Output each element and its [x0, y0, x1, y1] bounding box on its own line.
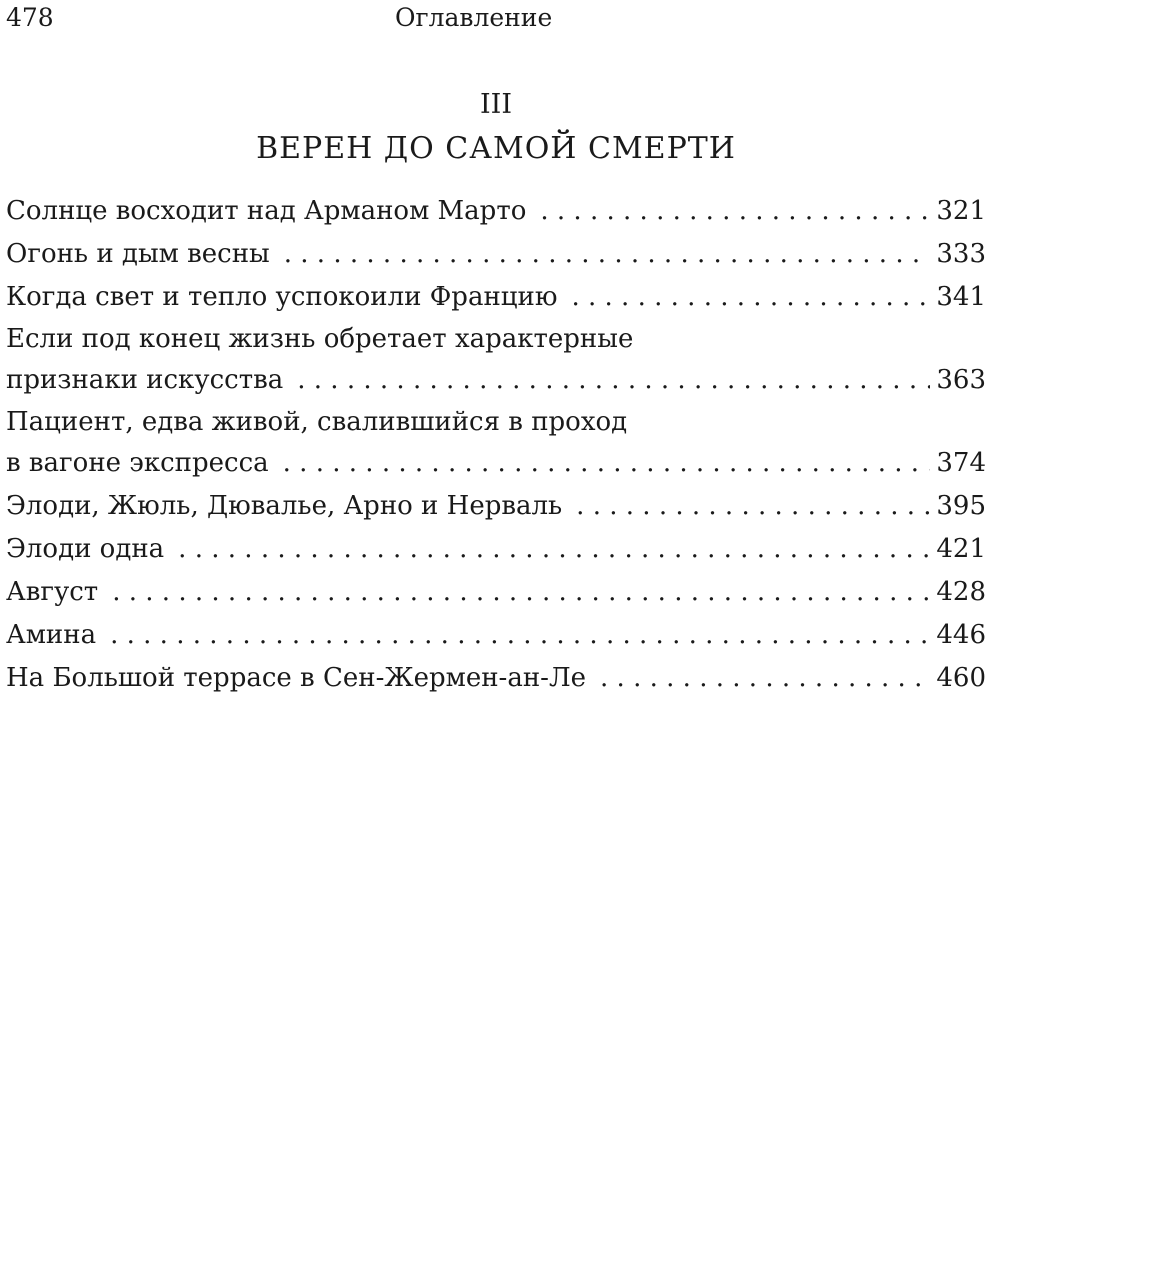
toc-entry-page: 395 — [936, 491, 986, 521]
page-header — [0, 0, 1154, 40]
toc-entry-title-line1: Если под конец жизнь обретает характерные — [6, 324, 634, 354]
toc-entry[interactable] — [6, 614, 986, 657]
toc-entry-title: Солнце восходит над Арманом Марто — [6, 196, 527, 226]
toc-entry-page: 460 — [936, 663, 986, 693]
dot-leader — [178, 528, 930, 571]
toc-entry-page: 446 — [936, 620, 986, 650]
toc-entry-title: Огонь и дым весны — [6, 239, 270, 269]
toc-entry[interactable] — [6, 571, 986, 614]
toc-entry-title: На Большой террасе в Сен-Жермен-ан-Ле — [6, 663, 587, 693]
toc-entry-page: 421 — [936, 534, 986, 564]
toc-entry-title: Когда свет и тепло успокоили Францию — [6, 282, 558, 312]
toc-entry-title: Элоди, Жюль, Дювалье, Арно и Нерваль — [6, 491, 563, 521]
toc-entry-page: 363 — [936, 365, 986, 395]
dot-leader — [112, 571, 930, 614]
dot-leader — [571, 276, 930, 319]
toc-entry-title: Август — [6, 577, 99, 607]
toc-entry-page: 428 — [936, 577, 986, 607]
toc-entry[interactable] — [6, 485, 986, 528]
toc-entry[interactable] — [6, 319, 986, 402]
section-title: ВЕРЕН ДО САМОЙ СМЕРТИ — [256, 131, 736, 166]
toc-entry-page: 341 — [936, 282, 986, 312]
section-numeral: III — [480, 89, 512, 120]
dot-leader — [540, 190, 930, 233]
dot-leader — [284, 233, 931, 276]
toc-entry[interactable] — [6, 657, 986, 700]
dot-leader — [576, 485, 930, 528]
table-of-contents — [6, 190, 986, 700]
toc-entry-title-line1: Пациент, едва живой, свалившийся в проход — [6, 407, 628, 437]
toc-entry-title: Элоди одна — [6, 534, 165, 564]
toc-entry[interactable] — [6, 402, 986, 485]
toc-entry-title-line2: признаки искусства — [6, 365, 284, 395]
dot-leader — [283, 442, 931, 485]
toc-entry-title: Амина — [6, 620, 97, 650]
toc-entry-page: 321 — [936, 196, 986, 226]
toc-entry-title-line2: в вагоне экспресса — [6, 448, 269, 478]
page-number: 478 — [6, 3, 54, 32]
toc-entry[interactable] — [6, 190, 986, 233]
toc-entry[interactable] — [6, 276, 986, 319]
dot-leader — [110, 614, 930, 657]
running-head: Оглавление — [395, 3, 553, 32]
dot-leader — [297, 359, 930, 402]
toc-entry[interactable] — [6, 528, 986, 571]
dot-leader — [600, 657, 930, 700]
toc-entry-page: 374 — [936, 448, 986, 478]
toc-entry-page: 333 — [936, 239, 986, 269]
toc-entry[interactable] — [6, 233, 986, 276]
